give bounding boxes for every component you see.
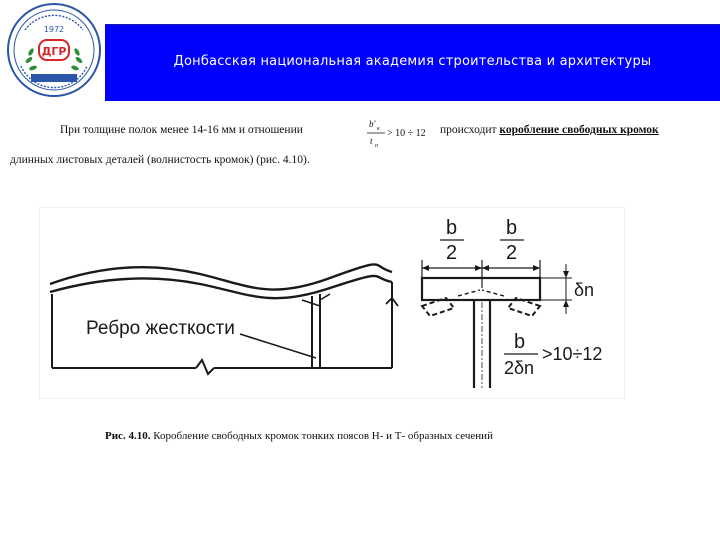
highlighted-term: коробление свободных кромок xyxy=(499,124,659,136)
paragraph-line-1-end xyxy=(440,124,659,136)
ratio-numerator: b xyxy=(514,331,526,353)
formula-numerator: b' xyxy=(369,119,376,129)
flange-thickness-label: δn xyxy=(574,280,595,300)
formula-relation: > 10 ÷ 12 xyxy=(387,128,426,139)
caption-text: Коробление свободных кромок тонких поясов Н- и Т- образных сечений xyxy=(150,430,493,442)
stiffener-label: Ребро жесткости xyxy=(86,318,235,339)
section-drawing xyxy=(422,260,572,388)
ratio-relation: >10÷12 xyxy=(542,344,603,364)
slide-header xyxy=(0,0,720,100)
half-width-label-left-den: 2 xyxy=(446,242,458,264)
ratio-formula xyxy=(363,116,438,150)
header-title: Донбасская национальная академия строительства и архитектуры xyxy=(173,54,652,69)
formula-denominator: t xyxy=(370,136,373,146)
buckling-figure xyxy=(40,208,624,398)
ratio-denominator: 2δn xyxy=(504,358,535,378)
academy-emblem-icon xyxy=(5,2,103,98)
paragraph-line-1: При толщине полок менее 14-16 мм и отношении xyxy=(60,124,303,136)
logo-monogram: ДГР xyxy=(41,45,67,58)
logo-year: 1972 xyxy=(43,25,65,34)
paragraph-line-2: длинных листовых деталей (волнистость кромок) (рис. 4.10). xyxy=(10,154,310,166)
half-width-label-right-num: b xyxy=(506,217,518,239)
half-width-label-left-num: b xyxy=(446,217,458,239)
caption-label: Рис. 4.10. xyxy=(105,430,151,442)
formula-numerator-sub: к xyxy=(377,126,380,132)
paragraph-word: происходит xyxy=(440,124,497,136)
figure-caption xyxy=(105,430,665,442)
formula-denominator-sub: n xyxy=(375,143,378,149)
half-width-label-right-den: 2 xyxy=(506,242,518,264)
